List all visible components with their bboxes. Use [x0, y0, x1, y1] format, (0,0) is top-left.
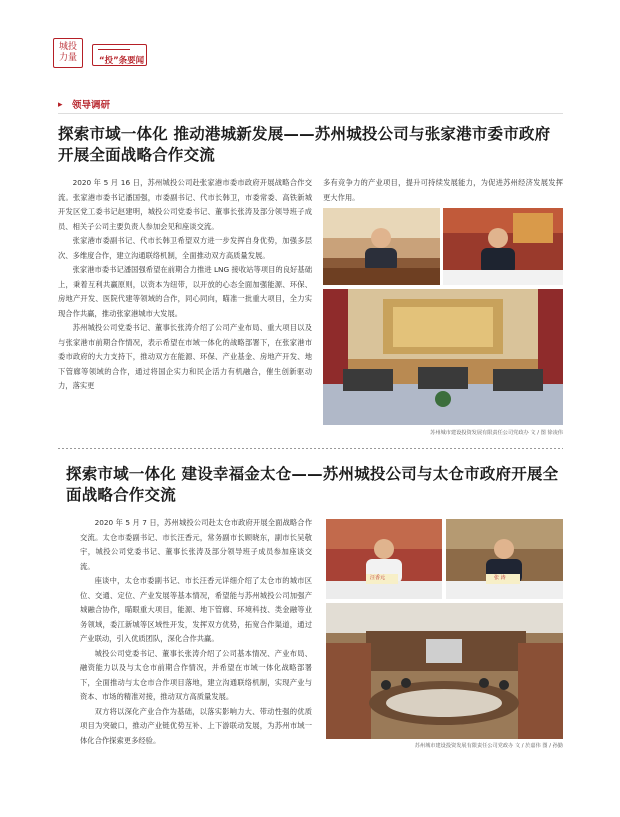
photo-meeting-speaker-right-image — [443, 208, 563, 285]
photo-chairman-speaking — [446, 519, 563, 599]
photo-meeting-speaker-left — [323, 208, 440, 285]
photo-conference-room-image — [326, 603, 563, 739]
article1-paragraph: 苏州城投公司党委书记、董事长张涛介绍了公司产业布局、重大项目以及与张家港市前期合作情况，表示希望在市域一体化的战略部署下，在张家港市委市政府的大力支持下，推动双方在能源、环保、产业基金、房地产开发、地下管廊等领域的合作，通过将国企实力和民企活力有机融合，催生创新驱动力，落实更 — [58, 323, 312, 390]
photo-meeting-speaker-left-image — [323, 208, 440, 285]
nameplate-right: 张 涛 — [494, 575, 506, 581]
article1-paragraph: 多有竞争力的产业项目，提升可持续发展能力，为促进苏州经济发展发挥更大作用。 — [323, 178, 563, 202]
article2-title: 探索市域一体化 建设幸福金太仓——苏州城投公司与太仓市政府开展全面战略合作交流 — [66, 465, 559, 504]
photo-conference-room — [326, 603, 563, 739]
article2-paragraph: 座谈中，太仓市委副书记、市长汪香元详细介绍了太仓市的城市区位、交通、定位、产业发展等基本情况，希望能与苏州城投公司加强产城融合协作，瞄眼重大项目，能源、地下管廊、环境科技、类金融等业务领域，委江新城等区域性开发，发挥双方优势，拓宽合作渠道，通过产业联动，引入优质团队，深化合作共赢。 — [80, 576, 312, 643]
article1-body-left — [58, 176, 312, 394]
article1-paragraph: 张家港市委书记潘国强希望在前期合力推进 LNG 接收站等项目的良好基础上，秉着互利共赢原则，以资本为纽带，以开放的心态全面加强能源、环保、房地产开发、医院代建等领域的合作，同心同向，瞄准一批重大项目，全力实现合作共赢，推动张家港城市大发展。 — [58, 265, 312, 318]
photo-mayor-speaking-image — [326, 519, 442, 599]
photo-mayor-speaking — [326, 519, 442, 599]
brand-logo-text: 城投力量 — [58, 42, 77, 63]
column-tag: “投”条要闻 — [99, 56, 145, 66]
article1-title: 探索市域一体化 推动港城新发展——苏州城投公司与张家港市委市政府开展全面战略合作交流 — [58, 125, 551, 164]
brand-logo — [53, 38, 83, 68]
nameplate-left: 汪香元 — [370, 575, 386, 581]
photo-chairman-speaking-image — [446, 519, 563, 599]
photo-meeting-speaker-right — [443, 208, 563, 285]
section-label: 领导调研 — [72, 100, 111, 111]
article2-caption: 苏州城市建设投资发展有限责任公司党政办 文 / 於嘉伟 图 / 孙勤 — [414, 743, 563, 749]
article2-body — [80, 516, 312, 748]
article2-paragraph: 城投公司党委书记、董事长张涛介绍了公司基本情况、产业布局、融资能力以及与太仓市前期合作情况，并希望在市域一体化战略部署下，全面推动与太仓市合作项目落地，建立沟通联络机制，实现产业与资本、市场的精准对接，推动双方高质量发展。 — [80, 648, 312, 701]
article1-paragraph: 2020 年 5 月 16 日，苏州城投公司赴张家港市委市政府开展战略合作交流。张家港市委书记潘国强，市委副书记、代市长韩卫，市委常委、高铁新城开发区党工委书记赵建明，城投公司党委书记、董事长张涛及部分领导班子成员、相关子公司主要负责人参加会见和座谈交流。 — [58, 178, 312, 231]
section-marker-icon: ▸ — [58, 100, 63, 110]
photo-meeting-hall-image — [323, 289, 563, 425]
article1-paragraph: 张家港市委副书记、代市长韩卫希望双方进一步发挥自身优势，加强多层次、多维度合作，建立沟通联络机制，全面推动双方高质量发展。 — [58, 236, 312, 260]
article-divider — [58, 448, 563, 449]
article1-body-right — [323, 176, 563, 205]
article2-paragraph: 2020 年 5 月 7 日，苏州城投公司赴太仓市政府开展全面战略合作交流。太仓市委副书记、市长汪香元，常务副市长顾晓东，副市长吴敬宇，城投公司党委书记、董事长张涛及部分领导班子成员参加座谈交流。 — [80, 518, 312, 571]
article2-paragraph: 双方将以深化产业合作为基础，以落实影响力大、带动性强的优质项目为突破口，推动产业链优势互补、上下游联动发展，为苏州市域一体化合作探索更多经验。 — [80, 706, 312, 745]
article1-caption: 苏州城市建设投资发展有限责任公司党政办 文 / 图 徐凌伟 — [430, 430, 563, 436]
section-rule — [58, 113, 563, 114]
photo-meeting-hall — [323, 289, 563, 425]
column-tag-line — [98, 49, 130, 50]
